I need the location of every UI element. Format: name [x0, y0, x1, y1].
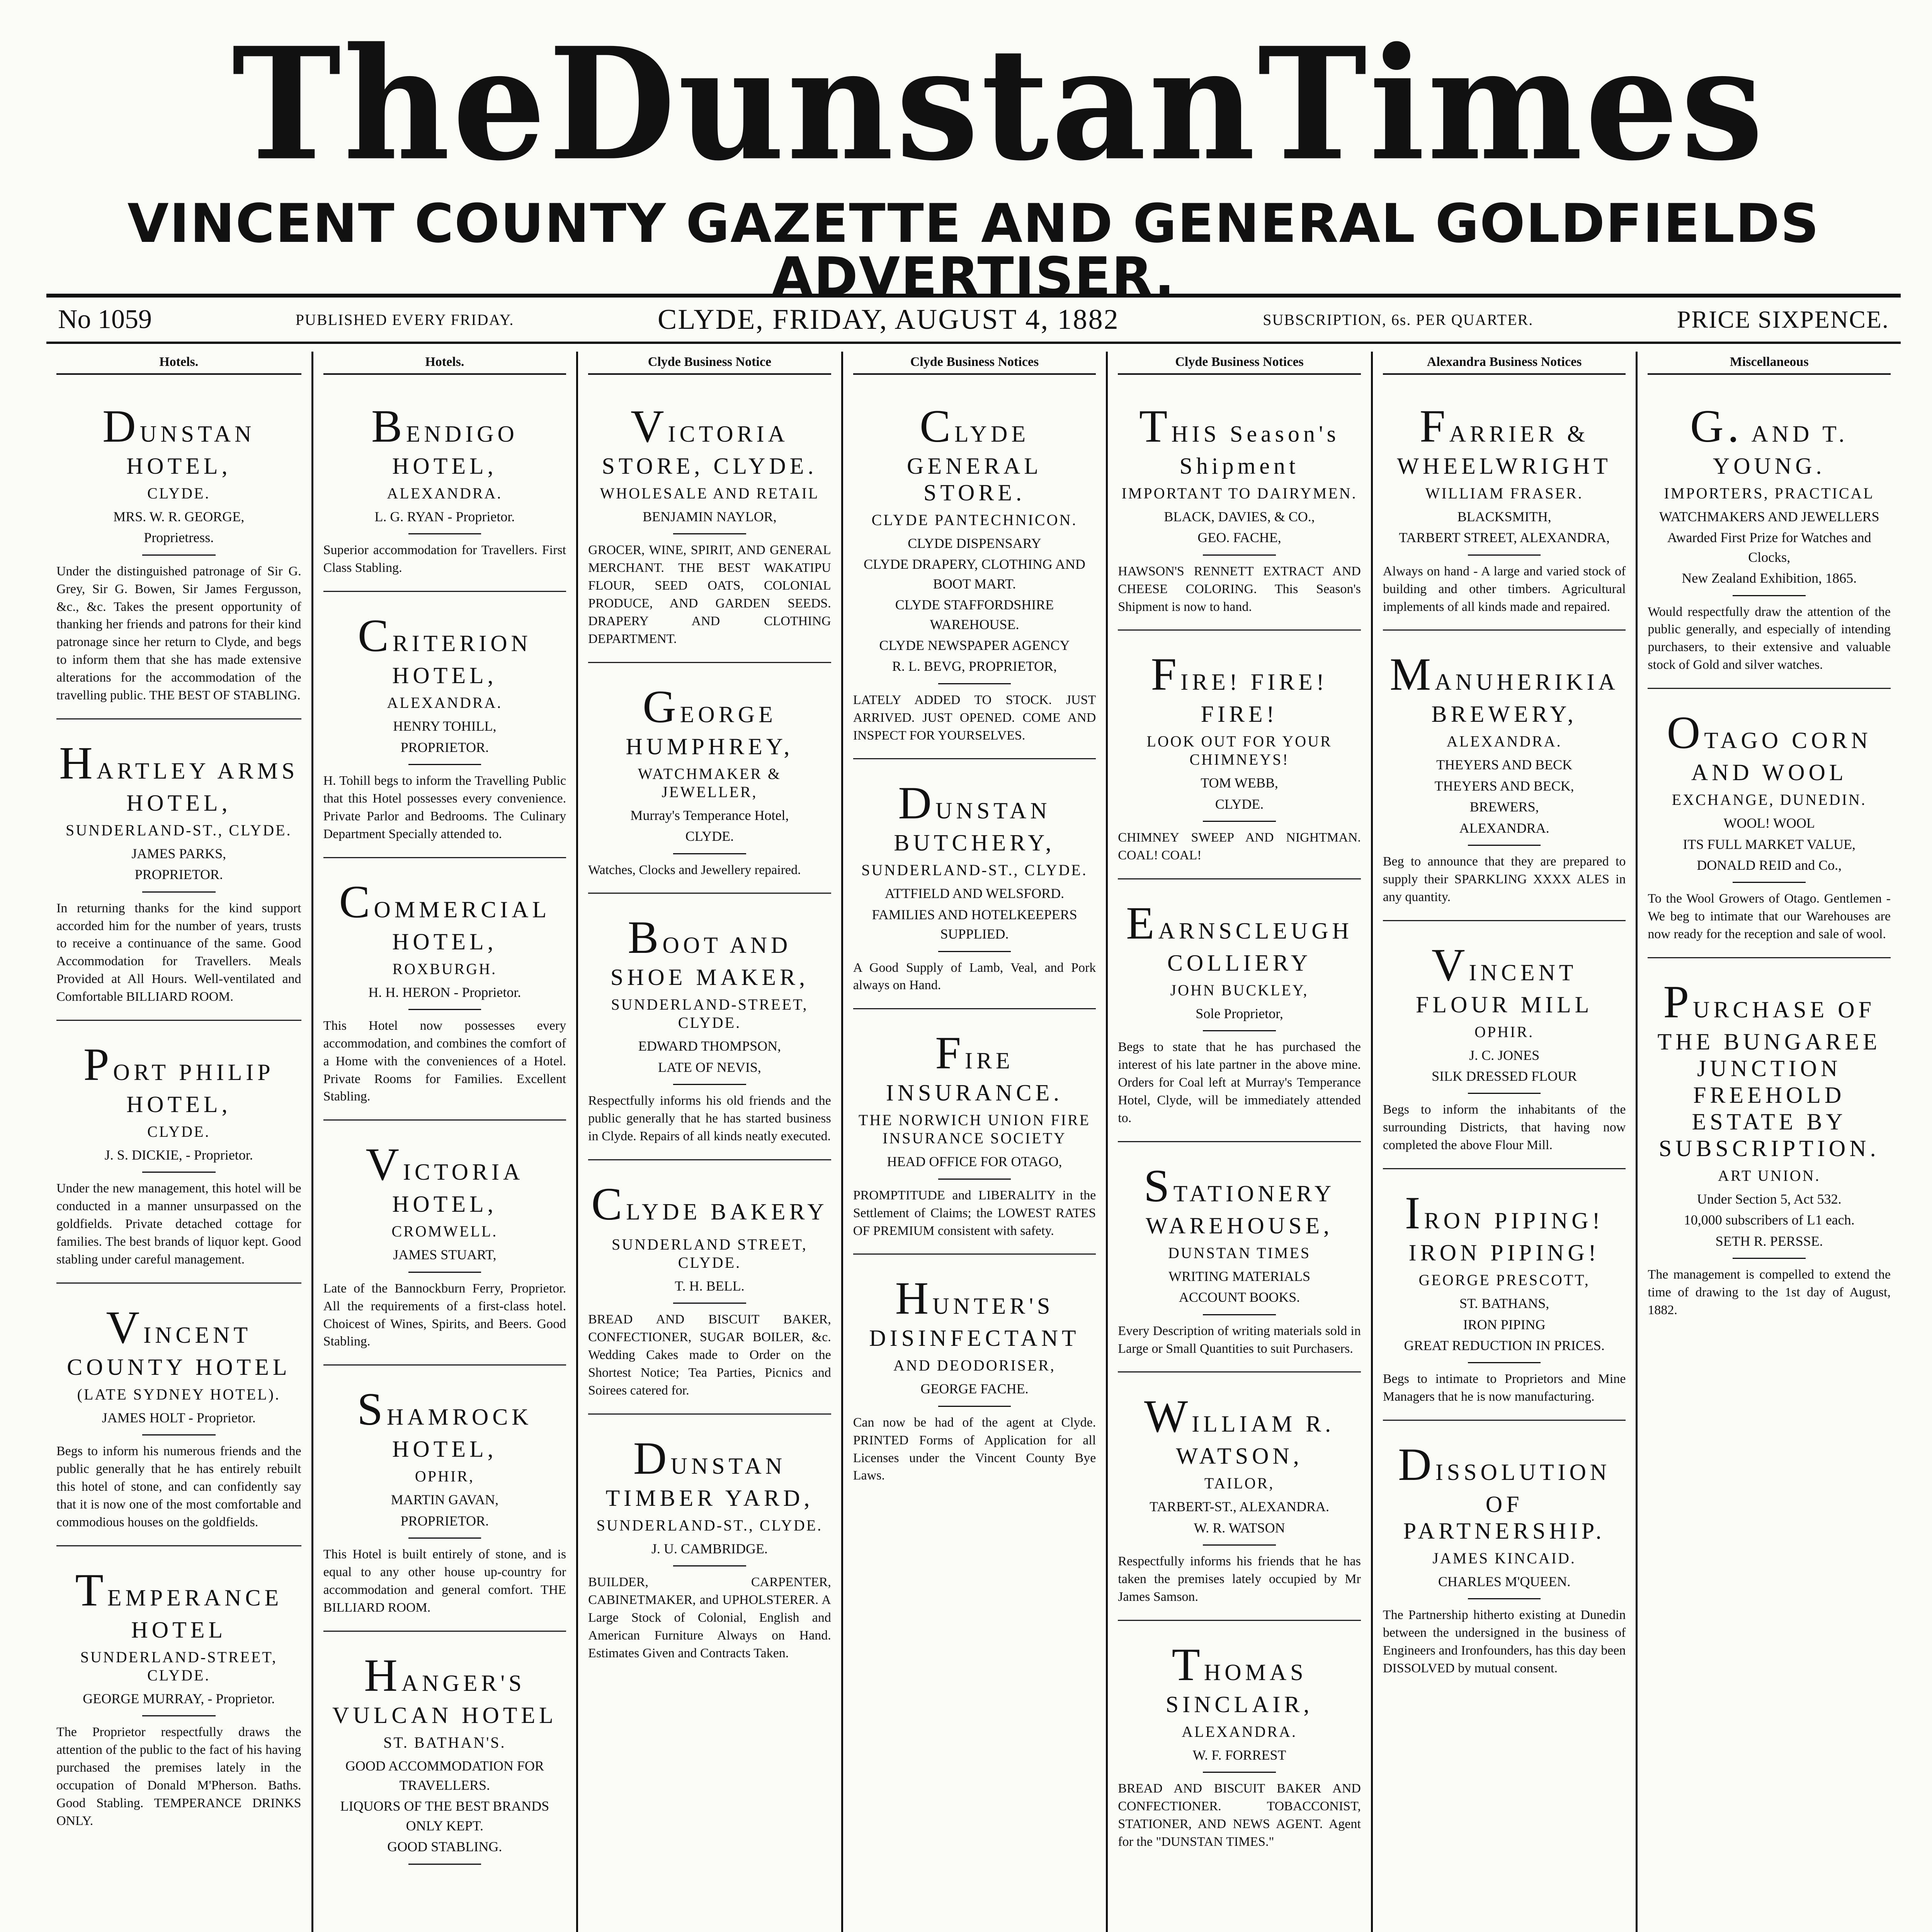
advertisement-line: SETH R. PERSSE. [1715, 1233, 1823, 1249]
advertisement-line: CLYDE DISPENSARY [908, 536, 1041, 551]
advertisement-subtitle: CLYDE PANTECHNICON. [871, 511, 1078, 529]
advertisement-line: J. S. DICKIE, - Proprietor. [104, 1147, 253, 1163]
divider-rule [1468, 1362, 1541, 1363]
advertisement-body: The Proprietor respectfully draws the attention of the public to the fact of his having purchased the premises lately in the occupation of Donald M'Pherson. Baths. Good Stabling. TEMPERANCE DRINKS ONLY. [56, 1725, 301, 1828]
advertisement-body: Respectfully informs his old friends and the public generally that he has started business in Clyde. Repairs of all kinds neatly executed. [588, 1094, 831, 1143]
advertisement-line: J. U. CAMBRIDGE. [651, 1541, 768, 1556]
advertisement-title: FARRIER & WHEELWRIGHT [1397, 400, 1612, 479]
divider-rule [408, 1009, 481, 1010]
column-heading: Clyde Business Notices [853, 352, 1096, 375]
advertisement-title: CLYDE BAKERY [591, 1178, 828, 1230]
advertisement-title: OTAGO CORN AND WOOL [1667, 707, 1872, 786]
advertisement-title: HUNTER'S DISINFECTANT [869, 1272, 1080, 1351]
column-heading: Clyde Business Notice [588, 352, 831, 375]
advertisement-line: PROPRIETOR. [134, 867, 223, 883]
advertisement-title: DISSOLUTION OF PARTNERSHIP. [1398, 1439, 1611, 1544]
advertisement-line: PROPRIETOR. [400, 1513, 489, 1529]
advertisement-line: T. H. BELL. [675, 1278, 745, 1294]
divider-rule [1203, 1544, 1276, 1546]
advertisement-line: W. F. FORREST [1192, 1747, 1286, 1763]
column-heading: Hotels. [323, 352, 566, 375]
advertisement-subtitle: OPHIR, [415, 1468, 474, 1485]
advertisement-body: Every Description of writing materials sold in Large or Small Quantities to suit Purchasers. [1118, 1323, 1361, 1356]
advertisement [323, 864, 566, 1121]
advertisement-subtitle: ALEXANDRA. [387, 485, 503, 502]
advertisement [56, 388, 301, 719]
advertisement-line: Murray's Temperance Hotel, [630, 807, 789, 823]
advertisement-line: SILK DRESSED FLOUR [1432, 1068, 1577, 1084]
advertisement-title: FIRE! FIRE! FIRE! [1151, 648, 1328, 727]
advertisement [1118, 1626, 1361, 1865]
advertisement-body: H. Tohill begs to inform the Travelling Public that this Hotel possesses every convenience. Private Parlor and Bedrooms. The Culinary Department Specially attended to. [323, 773, 566, 841]
advertisement-body: BUILDER, CARPENTER, CABINETMAKER, and UPHOLSTERER. A Large Stock of Colonial, English and American Furniture Always on Hand. Estimates Given and Contracts Taken. [588, 1575, 831, 1660]
divider-rule [673, 533, 746, 534]
advertisement-subtitle: SUNDERLAND-ST., CLYDE. [861, 861, 1088, 879]
advertisement [588, 1166, 831, 1415]
advertisement-body: Under the distinguished patronage of Sir G. Grey, Sir G. Bowen, Sir James Fergusson, &c., &c. Takes the present opportunity of thanking her friends and patrons for their kind patronage since her return to Clyde, and begs to inform them that she has made extensive alterations for the accommodation of the travelling public. THE BEST OF STABLING. [56, 564, 301, 703]
advertisement-body: This Hotel now possesses every accommodation, and combines the comfort of a Home with the conveniences of a Hotel. Private Rooms for Families. Excellent Stabling. [323, 1018, 566, 1104]
dateline: CLYDE, FRIDAY, AUGUST 4, 1882 [658, 303, 1119, 335]
advertisement-line: CLYDE STAFFORDSHIRE WAREHOUSE. [895, 597, 1054, 632]
advertisement-line: BLACK, DAVIES, & CO., [1164, 509, 1315, 524]
divider-rule [1203, 1314, 1276, 1315]
newspaper-column [46, 352, 311, 1932]
advertisement-title: HARTLEY ARMS HOTEL, [59, 737, 299, 816]
divider-rule [1468, 554, 1541, 556]
advertisement-title: THIS Season's Shipment [1139, 400, 1340, 479]
title-word: Times [1257, 13, 1766, 195]
advertisement-line: MRS. W. R. GEORGE, [113, 509, 245, 524]
divider-rule [1203, 821, 1276, 822]
advertisement-line: BLACKSMITH, [1457, 509, 1551, 524]
advertisement-line: Awarded First Prize for Watches and Clocks, [1667, 530, 1871, 565]
advertisement-subtitle: CROMWELL. [391, 1223, 498, 1240]
divider-rule [142, 1172, 216, 1173]
title-word: Dunstan [548, 13, 1258, 195]
advertisement [588, 1420, 831, 1676]
advertisement-line: WOOL! WOOL [1723, 815, 1815, 831]
advertisement-line: TARBERT-ST., ALEXANDRA. [1150, 1499, 1330, 1515]
advertisement-title: THOMAS SINCLAIR, [1165, 1638, 1313, 1717]
newspaper-column [1106, 352, 1371, 1932]
advertisement [1648, 964, 1891, 1333]
advertisement-subtitle: WATCHMAKER & JEWELLER, [638, 765, 782, 801]
advertisement-subtitle: ALEXANDRA. [1446, 733, 1562, 750]
advertisement [323, 388, 566, 592]
advertisement-title: VINCENT FLOUR MILL [1415, 939, 1593, 1017]
advertisement-subtitle: ST. BATHAN'S. [383, 1733, 506, 1751]
advertisement [1118, 1148, 1361, 1373]
advertisement-title: DUNSTAN BUTCHERY, [894, 777, 1055, 856]
divider-rule [142, 1715, 216, 1716]
advertisement-body: A Good Supply of Lamb, Veal, and Pork always on Hand. [853, 960, 1096, 993]
advertisement-body: GROCER, WINE, SPIRIT, AND GENERAL MERCHANT. THE BEST WAKATIPU FLOUR, SEED OATS, COLONIAL PRODUCE, AND GARDEN SEEDS. DRAPERY AND CLOTHING DEPARTMENT. [588, 543, 831, 646]
newspaper-column [576, 352, 841, 1932]
advertisement-line: 10,000 subscribers of L1 each. [1684, 1212, 1855, 1228]
advertisement [323, 1637, 566, 1882]
advertisement-subtitle: WHOLESALE AND RETAIL [600, 485, 820, 502]
advertisement [56, 1289, 301, 1546]
issue-info-bar [46, 294, 1901, 344]
advertisement-line: ACCOUNT BOOKS. [1179, 1289, 1300, 1305]
advertisement [1648, 694, 1891, 958]
divider-rule [673, 1565, 746, 1566]
advertisement-line: GEO. FACHE, [1197, 530, 1281, 546]
advertisement-title: SHAMROCK HOTEL, [357, 1383, 532, 1462]
advertisement-title: STATIONERY WAREHOUSE, [1143, 1160, 1335, 1238]
advertisement-title: BENDIGO HOTEL, [371, 400, 518, 479]
advertisement-subtitle: CLYDE. [147, 1123, 211, 1141]
advertisement-subtitle: ART UNION. [1718, 1167, 1821, 1184]
advertisement-subtitle: OPHIR. [1475, 1023, 1534, 1041]
column-heading: Alexandra Business Notices [1383, 352, 1626, 375]
advertisement-line: HENRY TOHILL, [393, 718, 497, 734]
advertisement-subtitle: LOOK OUT FOR YOUR CHIMNEYS! [1146, 733, 1332, 769]
advertisement-body: Would respectfully draw the attention of the public generally, and especially of intending purchasers, to their extensive and valuable stock of Gold and silver watches. [1648, 604, 1891, 672]
advertisement-line: DONALD REID and Co., [1697, 857, 1842, 873]
advertisement-body: Can now be had of the agent at Clyde. PRINTED Forms of Application for all Licenses under the Vincent County Bye Laws. [853, 1415, 1096, 1483]
advertisement-title: PORT PHILIP HOTEL, [83, 1039, 274, 1117]
advertisement-subtitle: JOHN BUCKLEY, [1170, 981, 1309, 999]
advertisement-line: CLYDE NEWSPAPER AGENCY [879, 637, 1070, 653]
advertisement-subtitle: (LATE SYDNEY HOTEL). [77, 1385, 281, 1403]
newspaper-column [1371, 352, 1636, 1932]
advertisement-title: VINCENT COUNTY HOTEL [67, 1301, 291, 1380]
advertisement-line: J. C. JONES [1469, 1047, 1540, 1063]
advertisement-body: LATELY ADDED TO STOCK. JUST ARRIVED. JUST OPENED. COME AND INSPECT FOR YOURSELVES. [853, 692, 1096, 743]
advertisement-subtitle: SUNDERLAND-ST., CLYDE. [596, 1516, 823, 1534]
advertisement-subtitle: ROXBURGH. [392, 960, 497, 978]
advertisement-title: DUNSTAN TIMBER YARD, [605, 1432, 814, 1511]
advertisement-line: CLYDE DRAPERY, CLOTHING AND BOOT MART. [864, 556, 1085, 592]
column-heading: Hotels. [56, 352, 301, 375]
advertisement [1118, 885, 1361, 1142]
divider-rule [938, 683, 1011, 684]
advertisement-body: In returning thanks for the kind support accorded him for the number of years, trusts to receive a continuance of the same. Good Accommodation for Travellers. Meals Provided at All Hours. Well-ventilated and Comfortable BILLIARD ROOM. [56, 901, 301, 1004]
advertisement-body: PROMPTITUDE and LIBERALITY in the Settlement of Claims; the LOWEST RATES OF PREMIUM consistent with safety. [853, 1188, 1096, 1238]
newspaper-column [311, 352, 577, 1932]
advertisement-title: G. AND T. YOUNG. [1690, 400, 1849, 479]
advertisement-subtitle: SUNDERLAND-STREET, CLYDE. [611, 996, 808, 1032]
advertisement [588, 668, 831, 894]
advertisement-subtitle: SUNDERLAND-STREET, CLYDE. [80, 1648, 277, 1684]
advertisement-title: GEORGE HUMPHREY, [626, 680, 794, 759]
advertisement [1383, 636, 1626, 921]
divider-rule [938, 1406, 1011, 1407]
advertisement-body: CHIMNEY SWEEP AND NIGHTMAN. COAL! COAL! [1118, 830, 1361, 863]
advertisement-subtitle: GEORGE PRESCOTT, [1418, 1271, 1590, 1289]
advertisement-subtitle: IMPORTANT TO DAIRYMEN. [1121, 485, 1357, 502]
issue-price: PRICE SIXPENCE. [1677, 306, 1889, 333]
advertisement [1648, 388, 1891, 689]
advertisement [1118, 636, 1361, 879]
advertisement [1118, 1378, 1361, 1621]
advertisement-line: CLYDE. [1215, 796, 1264, 812]
advertisement-line: PROPRIETOR. [400, 739, 489, 755]
advertisement-line: HEAD OFFICE FOR OTAGO, [887, 1154, 1062, 1170]
advertisement-body: Begs to state that he has purchased the interest of his late partner in the above mine. Orders for Coal left at Murray's Temperance Hotel, Clyde, will be immediately attended to. [1118, 1040, 1361, 1125]
advertisement-subtitle: ALEXANDRA. [387, 694, 503, 712]
advertisement [853, 388, 1096, 759]
advertisement-title: MANUHERIKIA BREWERY, [1389, 648, 1619, 727]
advertisement-body: Respectfully informs his friends that he has taken the premises lately occupied by Mr James Samson. [1118, 1554, 1361, 1604]
advertisement [56, 1026, 301, 1284]
advertisement [56, 1552, 301, 1844]
advertisement-line: JAMES HOLT - Proprietor. [102, 1410, 256, 1425]
advertisement-line: LATE OF NEVIS, [658, 1059, 761, 1075]
subscription-rate: SUBSCRIPTION, 6s. PER QUARTER. [1263, 311, 1534, 328]
advertisement-body: BREAD AND BISCUIT BAKER AND CONFECTIONER. TOBACCONIST, STATIONER, AND NEWS AGENT. Agent for the "DUNSTAN TIMES." [1118, 1781, 1361, 1849]
divider-rule [673, 1084, 746, 1085]
advertisement-subtitle: AND DEODORISER, [893, 1357, 1056, 1374]
advertisement-body: Begs to intimate to Proprietors and Mine Managers that he is now manufacturing. [1383, 1372, 1626, 1404]
advertisement-line: CLYDE. [685, 828, 734, 844]
advertisement-title: DUNSTAN HOTEL, [102, 400, 255, 479]
issue-number: No 1059 [58, 304, 152, 334]
advertisement [588, 388, 831, 663]
divider-rule [1468, 1093, 1541, 1094]
advertisement-subtitle: WILLIAM FRASER. [1425, 485, 1583, 502]
advertisement-title: VICTORIA STORE, CLYDE. [602, 400, 818, 479]
masthead [0, 0, 1932, 309]
advertisement-title: HANGER'S VULCAN HOTEL [332, 1649, 557, 1728]
divider-rule [1203, 554, 1276, 556]
column-heading: Clyde Business Notices [1118, 352, 1361, 375]
advertisement-title: PURCHASE OF THE BUNGAREE JUNCTION FREEHOLD ESTATE BY SUBSCRIPTION. [1657, 976, 1881, 1161]
advertisement [853, 765, 1096, 1009]
advertisement-subtitle: THE NORWICH UNION FIRE INSURANCE SOCIETY [858, 1111, 1091, 1147]
advertisement-body: Superior accommodation for Travellers. First Class Stabling. [323, 543, 566, 575]
advertisement-line: GEORGE FACHE. [920, 1381, 1029, 1397]
advertisement-subtitle: CLYDE. [147, 485, 211, 502]
advertisement-body: This Hotel is built entirely of stone, and is equal to any other house up-country for accommodation and general comfort. THE BILLIARD ROOM. [323, 1547, 566, 1615]
advertisement [323, 597, 566, 858]
divider-rule [408, 1537, 481, 1539]
newspaper-subtitle: VINCENT COUNTY GAZETTE AND GENERAL GOLDFIELDS ADVERTISER. [127, 192, 1820, 308]
advertisement-body: Begs to inform his numerous friends and the public generally that he has entirely rebuilt this hotel of stone, and can confidently say that it is now one of the most comfortable and commodious houses on the goldfields. [56, 1444, 301, 1529]
advertisement-subtitle: JAMES KINCAID. [1432, 1549, 1576, 1567]
divider-rule [673, 853, 746, 854]
advertisement-title: VICTORIA HOTEL, [366, 1138, 524, 1217]
advertisement-subtitle: TAILOR, [1204, 1475, 1275, 1492]
divider-rule [142, 891, 216, 893]
newspaper-column [841, 352, 1106, 1932]
advertisement-line: H. H. HERON - Proprietor. [368, 984, 521, 1000]
advertisement-line: CHARLES M'QUEEN. [1438, 1574, 1571, 1590]
advertisement-subtitle: EXCHANGE, DUNEDIN. [1672, 791, 1867, 809]
advertisement-line: Under Section 5, Act 532. [1697, 1191, 1842, 1207]
advertisement-line: TOM WEBB, [1201, 775, 1278, 791]
divider-rule [408, 1864, 481, 1865]
advertisement-line: ITS FULL MARKET VALUE, [1683, 836, 1856, 852]
advertisement-body: BREAD AND BISCUIT BAKER, CONFECTIONER, SUGAR BOILER, &c. Wedding Cakes made to Order on the Shortest Notice; Tea Parties, Picnics and Soirees catered for. [588, 1312, 831, 1398]
advertisement-title: IRON PIPING! IRON PIPING! [1405, 1187, 1604, 1266]
advertisement-line: LIQUORS OF THE BEST BRANDS ONLY KEPT. [340, 1798, 549, 1833]
advertisement-body: Beg to announce that they are prepared to supply their SPARKLING XXXX ALES in any quantity. [1383, 854, 1626, 904]
advertisement-title: EARNSCLEUGH COLLIERY [1126, 897, 1353, 976]
advertisement-subtitle: SUNDERLAND-ST., CLYDE. [66, 821, 292, 839]
publication-frequency: PUBLISHED EVERY FRIDAY. [295, 311, 514, 328]
advertisement-subtitle: SUNDERLAND STREET, CLYDE. [612, 1235, 808, 1271]
advertisement-columns [46, 352, 1901, 1932]
advertisement-body: HAWSON'S RENNETT EXTRACT AND CHEESE COLORING. This Season's Shipment is now to hand. [1118, 564, 1361, 614]
divider-rule [408, 533, 481, 534]
advertisement [588, 899, 831, 1160]
advertisement-subtitle: DUNSTAN TIMES [1168, 1244, 1311, 1262]
divider-rule [408, 764, 481, 765]
divider-rule [1468, 845, 1541, 846]
advertisement [1383, 388, 1626, 631]
advertisement [1118, 388, 1361, 631]
divider-rule [142, 1434, 216, 1435]
advertisement-line: ST. BATHANS, [1459, 1296, 1549, 1311]
newspaper-title [0, 13, 1932, 195]
advertisement-line: GREAT REDUCTION IN PRICES. [1404, 1337, 1605, 1353]
advertisement-line: MARTIN GAVAN, [391, 1492, 499, 1508]
advertisement-line: WRITING MATERIALS [1168, 1268, 1311, 1284]
advertisement-body: To the Wool Growers of Otago. Gentlemen - We beg to intimate that our Warehouses are now ready for the reception and sale of wool. [1648, 891, 1891, 942]
advertisement-body: Late of the Bannockburn Ferry, Proprietor. All the requirements of a first-class hotel. Choicest of Wines, Spirits, and Beers. Good Stabling. [323, 1281, 566, 1349]
advertisement-line: THEYERS AND BECK, [1434, 778, 1574, 794]
advertisement-subtitle: IMPORTERS, PRACTICAL [1664, 485, 1874, 502]
divider-rule [1733, 882, 1806, 883]
advertisement-line: GOOD STABLING. [387, 1839, 502, 1855]
newspaper-column [1636, 352, 1901, 1932]
column-heading: Miscellaneous [1648, 352, 1891, 375]
advertisement [56, 725, 301, 1021]
advertisement [323, 1126, 566, 1366]
advertisement-title: CRITERION HOTEL, [357, 610, 532, 689]
advertisement-line: GEORGE MURRAY, - Proprietor. [83, 1690, 275, 1706]
advertisement-body: The management is compelled to extend the time of drawing to the 1st day of August, 1882. [1648, 1267, 1891, 1317]
advertisement-title: TEMPERANCE HOTEL [75, 1564, 283, 1643]
advertisement-line: GOOD ACCOMMODATION FOR TRAVELLERS. [345, 1758, 544, 1793]
advertisement-line: EDWARD THOMPSON, [638, 1038, 781, 1054]
advertisement-line: L. G. RYAN - Proprietor. [374, 509, 515, 524]
advertisement-title: CLYDE GENERAL STORE. [907, 400, 1042, 505]
advertisement-line: BREWERS, [1469, 799, 1539, 815]
advertisement-line: WATCHMAKERS AND JEWELLERS [1659, 509, 1879, 524]
divider-rule [1733, 1258, 1806, 1259]
divider-rule [938, 951, 1011, 952]
divider-rule [1733, 595, 1806, 596]
advertisement [1383, 1426, 1626, 1691]
advertisement [853, 1260, 1096, 1498]
advertisement-line: New Zealand Exhibition, 1865. [1682, 570, 1857, 586]
advertisement-body: Watches, Clocks and Jewellery repaired. [588, 862, 801, 877]
advertisement [1383, 1175, 1626, 1421]
divider-rule [142, 554, 216, 556]
divider-rule [408, 1272, 481, 1273]
advertisement-body: The Partnership hitherto existing at Dunedin between the undersigned in the business of Engineers and Ironfounders, has this day been DISSOLVED by mutual consent. [1383, 1608, 1626, 1676]
advertisement [853, 1015, 1096, 1255]
advertisement-line: JAMES PARKS, [131, 845, 226, 861]
advertisement-title: BOOT AND SHOE MAKER, [610, 912, 809, 990]
advertisement-title: FIRE INSURANCE. [886, 1027, 1063, 1106]
advertisement-line: THEYERS AND BECK [1436, 757, 1573, 773]
divider-rule [673, 1303, 746, 1304]
divider-rule [1203, 1772, 1276, 1773]
divider-rule [1203, 1030, 1276, 1031]
advertisement-line: W. R. WATSON [1194, 1520, 1285, 1536]
advertisement [1383, 927, 1626, 1169]
advertisement-body: Under the new management, this hotel will be conducted in a manner unsurpassed on the goldfields. Private detached cottage for families. The best brands of liquor kept. Good stabling under careful management. [56, 1181, 301, 1267]
advertisement-line: BENJAMIN NAYLOR, [643, 509, 777, 524]
advertisement-body: Begs to inform the inhabitants of the surrounding Districts, that having now completed the above Flour Mill. [1383, 1102, 1626, 1153]
advertisement-line: Sole Proprietor, [1196, 1006, 1283, 1022]
divider-rule [938, 1179, 1011, 1180]
advertisement-line: R. L. BEVG, PROPRIETOR, [892, 658, 1057, 674]
title-word: The [232, 13, 548, 195]
advertisement-line: FAMILIES AND HOTELKEEPERS SUPPLIED. [872, 906, 1077, 942]
advertisement-line: ATTFIELD AND WELSFORD. [884, 886, 1065, 901]
advertisement-title: WILLIAM R. WATSON, [1144, 1390, 1335, 1469]
advertisement-line: TARBERT STREET, ALEXANDRA, [1399, 530, 1610, 546]
advertisement-line: JAMES STUART, [393, 1247, 497, 1263]
advertisement-line: ALEXANDRA. [1459, 820, 1549, 836]
divider-rule [1468, 1598, 1541, 1599]
advertisement-body: Always on hand - A large and varied stock of building and other timbers. Agricultural implements of all kinds made and repaired. [1383, 564, 1626, 614]
advertisement-line: Proprietress. [144, 530, 214, 546]
advertisement-title: COMMERCIAL HOTEL, [339, 876, 551, 954]
advertisement-subtitle: ALEXANDRA. [1182, 1723, 1297, 1740]
advertisement [323, 1371, 566, 1631]
advertisement-line: IRON PIPING [1463, 1316, 1546, 1332]
